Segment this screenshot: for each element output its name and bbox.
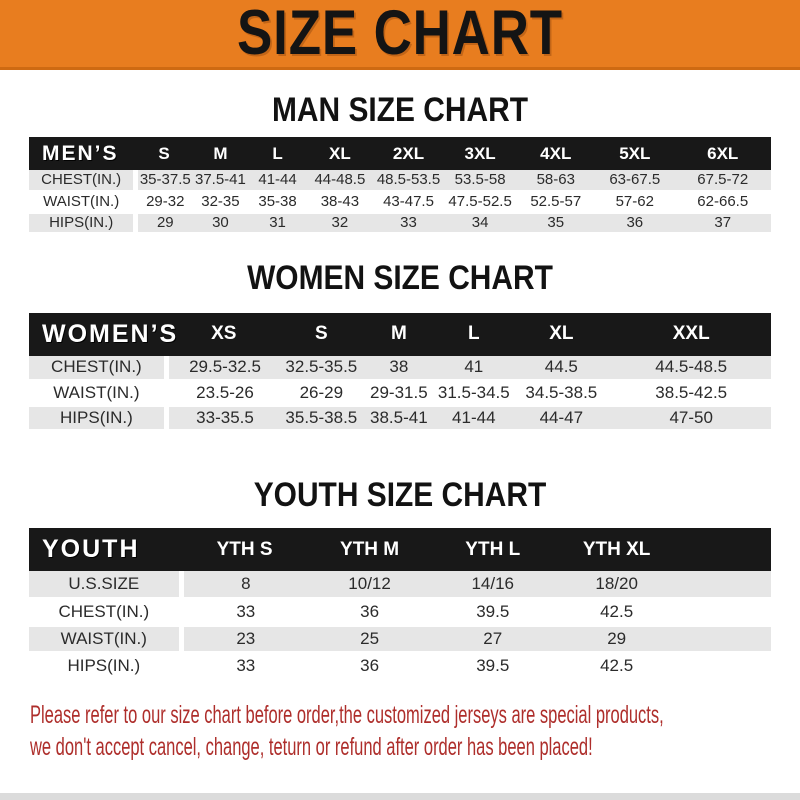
row-spacer	[679, 652, 771, 679]
policy-line-1: Please refer to our size chart before order,the customized jerseys are special products,	[30, 700, 664, 729]
table-header-label: MEN’S	[29, 137, 136, 170]
row-spacer	[679, 625, 771, 652]
men-size-table	[29, 137, 771, 235]
measurement-row	[29, 212, 771, 233]
women-size-chart-section	[0, 259, 800, 433]
policy-line-2: we don't accept cancel, change, teturn or refund after order has been placed!	[30, 732, 593, 761]
size-column-header: YTH S	[181, 528, 308, 571]
size-header-row	[29, 137, 771, 170]
size-value-cell: 63-67.5	[595, 170, 674, 191]
size-column-header: XXL	[611, 313, 771, 356]
size-value-cell: 57-62	[595, 191, 674, 212]
size-value-cell: 29-32	[136, 191, 192, 212]
measurement-row	[29, 652, 771, 679]
size-value-cell: 36	[595, 212, 674, 233]
size-value-cell: 35-38	[249, 191, 307, 212]
youth-section-title: YOUTH SIZE CHART	[253, 476, 547, 514]
size-value-cell: 10/12	[308, 571, 431, 598]
size-header-row	[29, 313, 771, 356]
measurement-row	[29, 356, 771, 381]
size-column-header: M	[192, 137, 248, 170]
size-table-grid	[29, 528, 771, 681]
size-value-cell: 33	[181, 652, 308, 679]
size-value-cell: 32	[307, 212, 374, 233]
size-column-header: S	[281, 313, 361, 356]
bottom-edge-divider	[0, 793, 800, 800]
size-column-header: 3XL	[444, 137, 517, 170]
size-value-cell: 44.5	[511, 356, 611, 381]
size-value-cell: 39.5	[431, 598, 554, 625]
size-value-cell: 44-48.5	[307, 170, 374, 191]
size-value-cell: 33	[181, 598, 308, 625]
size-value-cell: 38-43	[307, 191, 374, 212]
row-label: HIPS(IN.)	[29, 212, 136, 233]
size-value-cell: 36	[308, 652, 431, 679]
size-value-cell: 32.5-35.5	[281, 356, 361, 381]
size-table-grid	[29, 137, 771, 235]
size-chart-banner	[0, 0, 800, 70]
size-value-cell: 33-35.5	[166, 406, 281, 431]
row-label: U.S.SIZE	[29, 571, 181, 598]
size-value-cell: 41	[436, 356, 511, 381]
table-header-label: WOMEN’S	[29, 313, 166, 356]
row-label: WAIST(IN.)	[29, 381, 166, 406]
measurement-row	[29, 406, 771, 431]
size-value-cell: 14/16	[431, 571, 554, 598]
size-value-cell: 62-66.5	[674, 191, 771, 212]
measurement-row	[29, 598, 771, 625]
row-label: HIPS(IN.)	[29, 406, 166, 431]
size-value-cell: 27	[431, 625, 554, 652]
women-section-title: WOMEN SIZE CHART	[247, 258, 553, 297]
size-value-cell: 29.5-32.5	[166, 356, 281, 381]
size-value-cell: 42.5	[554, 652, 679, 679]
size-value-cell: 25	[308, 625, 431, 652]
page-title: SIZE CHART	[237, 0, 563, 68]
size-table-grid	[29, 313, 771, 433]
size-value-cell: 44.5-48.5	[611, 356, 771, 381]
size-value-cell: 41-44	[249, 170, 307, 191]
header-spacer	[679, 528, 771, 571]
size-value-cell: 38	[361, 356, 436, 381]
row-label: CHEST(IN.)	[29, 356, 166, 381]
size-column-header: XL	[307, 137, 374, 170]
row-label: HIPS(IN.)	[29, 652, 181, 679]
measurement-row	[29, 625, 771, 652]
size-value-cell: 37	[674, 212, 771, 233]
size-value-cell: 35	[516, 212, 595, 233]
youth-size-chart-section	[0, 476, 800, 681]
size-value-cell: 29-31.5	[361, 381, 436, 406]
size-value-cell: 32-35	[192, 191, 248, 212]
row-label: WAIST(IN.)	[29, 625, 181, 652]
row-label: CHEST(IN.)	[29, 598, 181, 625]
size-value-cell: 31	[249, 212, 307, 233]
size-value-cell: 23	[181, 625, 308, 652]
size-value-cell: 36	[308, 598, 431, 625]
size-value-cell: 23.5-26	[166, 381, 281, 406]
size-value-cell: 29	[554, 625, 679, 652]
size-value-cell: 26-29	[281, 381, 361, 406]
table-header-label: YOUTH	[29, 528, 181, 571]
size-column-header: 2XL	[373, 137, 443, 170]
size-column-header: M	[361, 313, 436, 356]
size-value-cell: 38.5-41	[361, 406, 436, 431]
row-label: CHEST(IN.)	[29, 170, 136, 191]
measurement-row	[29, 191, 771, 212]
size-value-cell: 34	[444, 212, 517, 233]
size-value-cell: 47.5-52.5	[444, 191, 517, 212]
size-value-cell: 30	[192, 212, 248, 233]
size-value-cell: 41-44	[436, 406, 511, 431]
man-size-chart-section	[0, 91, 800, 235]
row-spacer	[679, 571, 771, 598]
size-column-header: YTH XL	[554, 528, 679, 571]
size-column-header: YTH L	[431, 528, 554, 571]
size-value-cell: 43-47.5	[373, 191, 443, 212]
size-value-cell: 29	[136, 212, 192, 233]
size-column-header: 6XL	[674, 137, 771, 170]
size-value-cell: 48.5-53.5	[373, 170, 443, 191]
size-column-header: 5XL	[595, 137, 674, 170]
size-value-cell: 39.5	[431, 652, 554, 679]
row-spacer	[679, 598, 771, 625]
man-section-title: MAN SIZE CHART	[272, 91, 528, 129]
size-column-header: 4XL	[516, 137, 595, 170]
size-column-header: L	[436, 313, 511, 356]
size-column-header: L	[249, 137, 307, 170]
size-value-cell: 18/20	[554, 571, 679, 598]
size-value-cell: 58-63	[516, 170, 595, 191]
measurement-row	[29, 170, 771, 191]
size-value-cell: 67.5-72	[674, 170, 771, 191]
size-value-cell: 38.5-42.5	[611, 381, 771, 406]
youth-size-table	[29, 528, 771, 681]
women-size-table	[29, 313, 771, 433]
size-value-cell: 47-50	[611, 406, 771, 431]
size-value-cell: 35.5-38.5	[281, 406, 361, 431]
measurement-row	[29, 571, 771, 598]
size-value-cell: 8	[181, 571, 308, 598]
size-value-cell: 52.5-57	[516, 191, 595, 212]
size-value-cell: 31.5-34.5	[436, 381, 511, 406]
size-value-cell: 53.5-58	[444, 170, 517, 191]
size-value-cell: 34.5-38.5	[511, 381, 611, 406]
size-column-header: S	[136, 137, 192, 170]
size-value-cell: 42.5	[554, 598, 679, 625]
row-label: WAIST(IN.)	[29, 191, 136, 212]
size-value-cell: 33	[373, 212, 443, 233]
size-column-header: XS	[166, 313, 281, 356]
size-column-header: XL	[511, 313, 611, 356]
order-policy-note	[30, 699, 800, 763]
size-value-cell: 44-47	[511, 406, 611, 431]
size-column-header: YTH M	[308, 528, 431, 571]
measurement-row	[29, 381, 771, 406]
size-value-cell: 35-37.5	[136, 170, 192, 191]
size-header-row	[29, 528, 771, 571]
size-value-cell: 37.5-41	[192, 170, 248, 191]
